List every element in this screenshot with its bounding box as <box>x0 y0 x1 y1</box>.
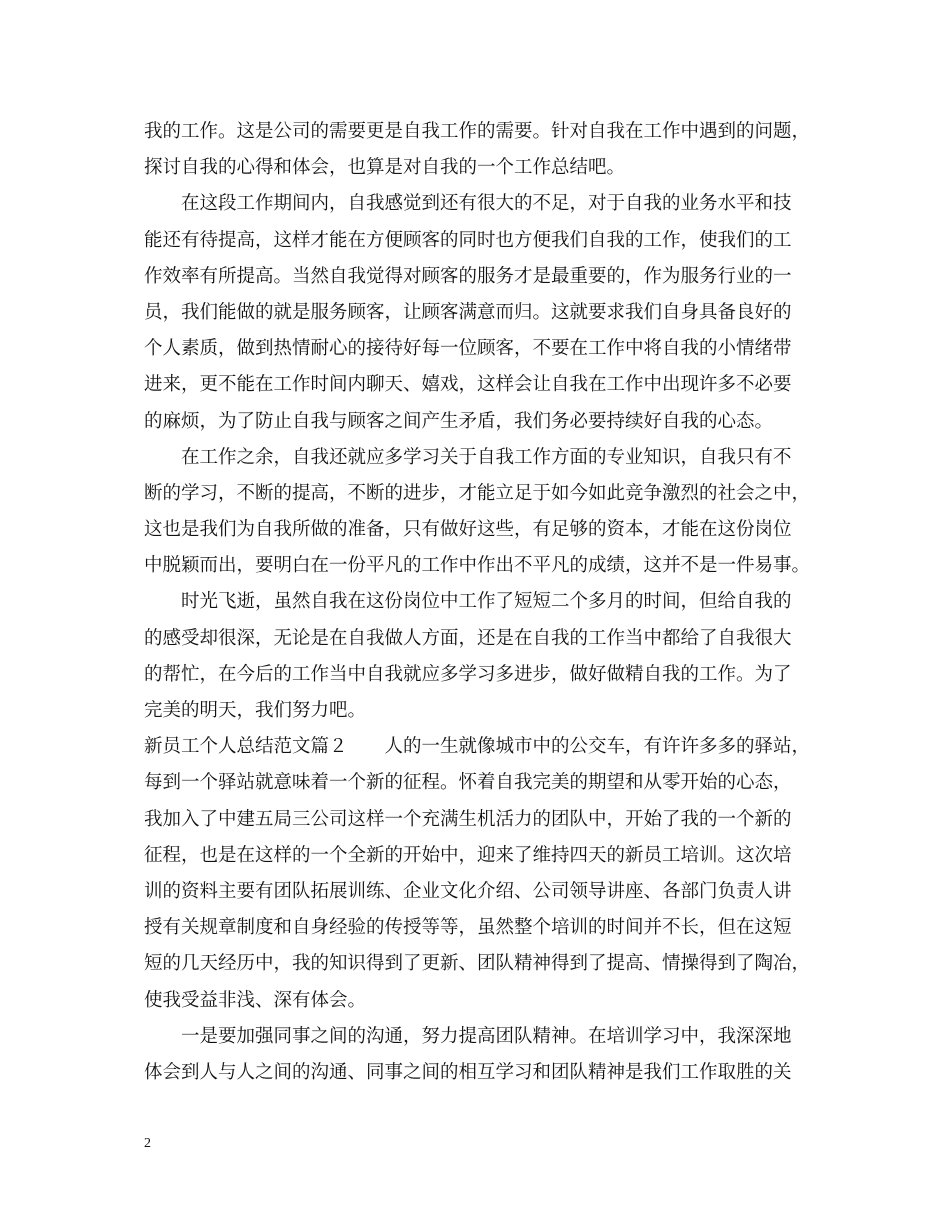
text-line: 这也是我们为自我所做的准备，只有做好这些，有足够的资本，才能在这份岗位 <box>144 519 792 541</box>
text-line: 在这段工作期间内，自我感觉到还有很大的不足，对于自我的业务水平和技 <box>144 193 792 215</box>
text-line: 完美的明天，我们努力吧。 <box>144 700 367 721</box>
text-line: 训的资料主要有团队拓展训练、企业文化介绍、公司领导讲座、各部门负责人讲 <box>144 880 792 902</box>
text-line: 授有关规章制度和自身经验的传授等等，虽然整个培训的时间并不长，但在这短 <box>144 917 792 939</box>
text-line: 使我受益非浅、深有体会。 <box>144 989 367 1011</box>
text-line: 探讨自我的心得和体会，也算是对自我的一个工作总结吧。 <box>144 157 626 179</box>
text-line: 我加入了中建五局三公司这样一个充满生机活力的团队中，开始了我的一个新的 <box>144 808 792 830</box>
text-line: 的感受却很深，无论是在自我做人方面，还是在自我的工作当中都给了自我很大 <box>144 627 792 649</box>
text-line: 每到一个驿站就意味着一个新的征程。怀着自我完美的期望和从零开始的心态， <box>144 772 792 794</box>
text-line: 体会到人与人之间的沟通、同事之间的相互学习和团队精神是我们工作取胜的关 <box>144 1061 792 1083</box>
text-line: 断的学习，不断的提高，不断的进步，才能立足于如今如此竞争激烈的社会之中， <box>144 482 811 504</box>
text-line: 个人素质，做到热情耐心的接待好每一位顾客，不要在工作中将自我的小情绪带 <box>144 338 792 360</box>
text-line: 一是要加强同事之间的沟通，努力提高团队精神。在培训学习中，我深深地 <box>144 1025 792 1047</box>
section-heading-line: 新员工个人总结范文篇２ 人的一生就像城市中的公交车，有许许多多的驿站， <box>144 736 811 758</box>
text-line: 时光飞逝，虽然自我在这份岗位中工作了短短二个多月的时间，但给自我的 <box>144 591 792 613</box>
text-line: 中脱颖而出，要明白在一份平凡的工作中作出不平凡的成绩，这并不是一件易事。 <box>144 555 811 577</box>
text-line: 征程，也是在这样的一个全新的开始中，迎来了维持四天的新员工培训。这次培 <box>144 844 792 866</box>
text-line: 短的几天经历中，我的知识得到了更新、团队精神得到了提高、情操得到了陶冶， <box>144 953 811 975</box>
text-line: 我的工作。这是公司的需要更是自我工作的需要。针对自我在工作中遇到的问题， <box>144 121 811 142</box>
text-line: 的帮忙，在今后的工作当中自我就应多学习多进步，做好做精自我的工作。为了 <box>144 663 792 685</box>
page-number: 2 <box>144 1136 151 1151</box>
body-text <box>144 114 824 1091</box>
text-line: 作效率有所提高。当然自我觉得对顾客的服务才是最重要的，作为服务行业的一 <box>144 265 792 287</box>
text-line: 进来，更不能在工作时间内聊天、嬉戏，这样会让自我在工作中出现许多不必要 <box>144 374 792 396</box>
text-line: 能还有待提高，这样才能在方便顾客的同时也方便我们自我的工作，使我们的工 <box>144 229 792 251</box>
text-line: 员，我们能做的就是服务顾客，让顾客满意而归。这就要求我们自身具备良好的 <box>144 301 792 323</box>
text-line: 在工作之余，自我还就应多学习关于自我工作方面的专业知识，自我只有不 <box>144 446 792 468</box>
text-line: 的麻烦，为了防止自我与顾客之间产生矛盾，我们务必要持续好自我的心态。 <box>144 410 774 432</box>
